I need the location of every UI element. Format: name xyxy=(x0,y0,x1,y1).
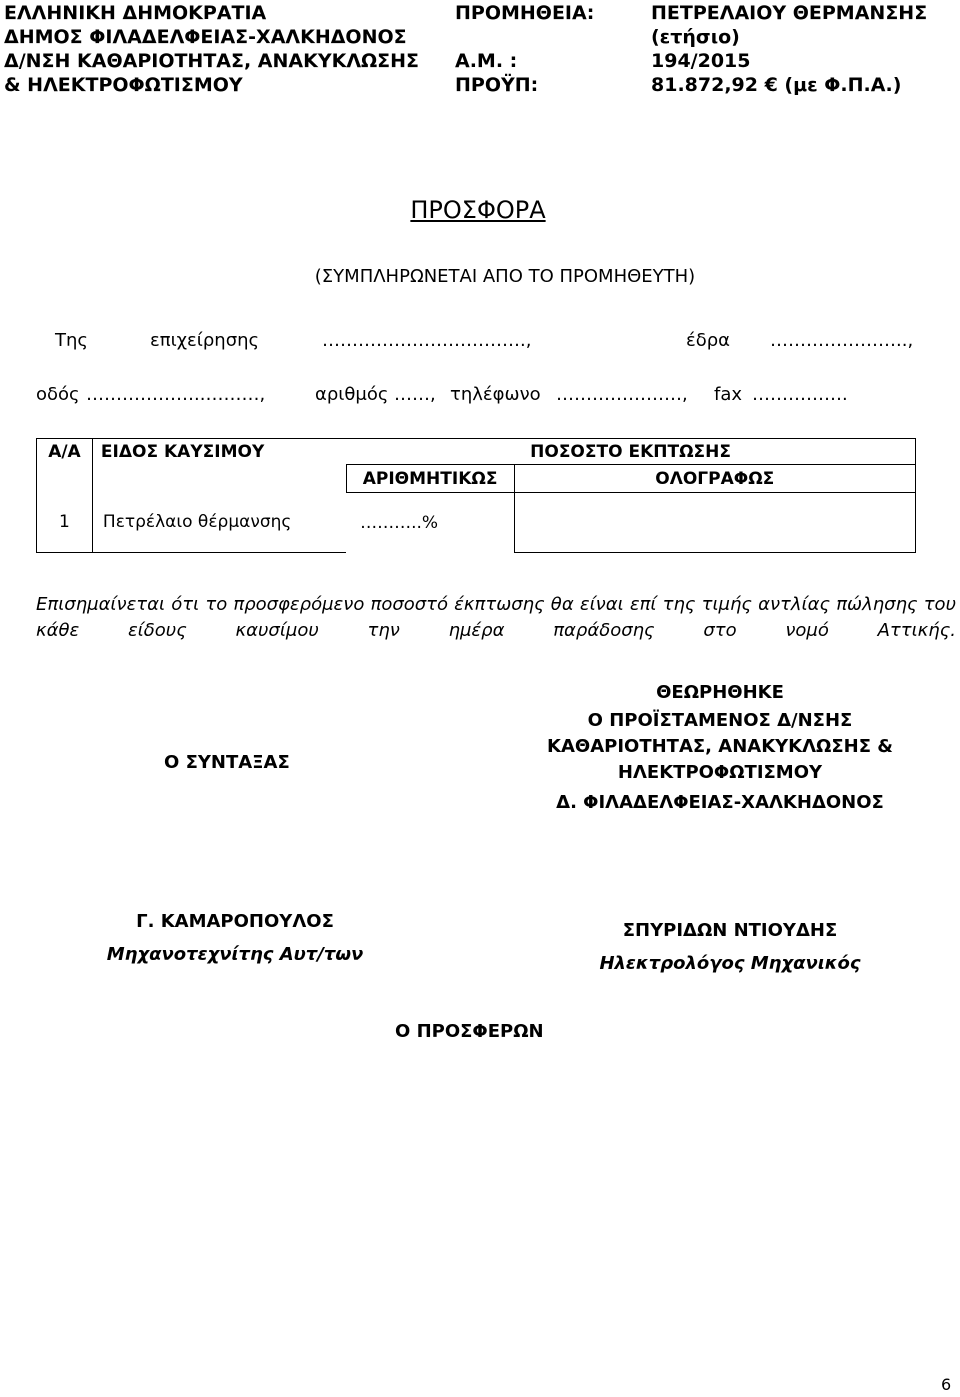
phone-blank[interactable]: …………………, xyxy=(556,384,688,405)
street-blank[interactable]: ………………..………, xyxy=(86,384,266,405)
offer-table xyxy=(36,438,916,553)
procurement-label: ΠΡΟΜΗΘΕΙΑ: xyxy=(455,2,595,24)
issuer-line-4: & ΗΛΕΚΤΡΟΦΩΤΙΣΜΟΥ xyxy=(4,74,243,96)
page-subtitle: (ΣΥΜΠΛΗΡΩΝΕΤΑΙ ΑΠΟ ΤΟ ΠΡΟΜΗΘΕΥΤΗ) xyxy=(314,266,696,287)
budget-label: ΠΡΟΫΠ: xyxy=(455,74,539,96)
row-aa: 1 xyxy=(37,493,93,553)
number-label: αριθμός xyxy=(315,384,389,405)
composer-name: Γ. ΚΑΜΑΡΟΠΟΥΛΟΣ xyxy=(136,911,334,932)
note-line-1 xyxy=(36,592,956,644)
col-words-header: ΟΛΟΓΡΑΦΩΣ xyxy=(514,465,915,493)
page-title: ΠΡΟΣΦΟΡΑ xyxy=(410,196,546,224)
row-fuel: Πετρέλαιο θέρμανσης xyxy=(92,493,346,553)
company-label-2: επιχείρησης xyxy=(150,330,260,351)
composer-title: Ο ΣΥΝΤΑΞΑΣ xyxy=(164,752,290,773)
am-value: 194/2015 xyxy=(651,50,751,72)
approved-line-1: ΘΕΩΡΗΘΗΚΕ xyxy=(656,682,784,703)
col-discount-header: ΠΟΣΟΣΤΟ ΕΚΠΤΩΣΗΣ xyxy=(346,439,915,465)
seat-blank[interactable]: ………………….., xyxy=(770,330,914,351)
col-aa-header: Α/Α xyxy=(37,439,93,493)
head-role: Ηλεκτρολόγος Μηχανικός xyxy=(599,953,861,974)
col-fuel-header: ΕΙΔΟΣ ΚΑΥΣΙΜΟΥ xyxy=(92,439,346,493)
approved-line-2: Ο ΠΡΟΪΣΤΑΜΕΝΟΣ Δ/ΝΣΗΣ xyxy=(587,710,853,731)
bidder-title: Ο ΠΡΟΣΦΕΡΩΝ xyxy=(395,1021,544,1042)
approved-line-4: ΗΛΕΚΤΡΟΦΩΤΙΣΜΟΥ xyxy=(617,762,823,783)
page-number: 6 xyxy=(941,1375,952,1394)
phone-label: τηλέφωνο xyxy=(450,384,541,405)
municipality-line: Δ. ΦΙΛΑΔΕΛΦΕΙΑΣ-ΧΑΛΚΗΔΟΝΟΣ xyxy=(556,792,884,813)
seat-label: έδρα xyxy=(686,330,731,351)
composer-role: Μηχανοτεχνίτης Αυτ/των xyxy=(106,944,364,965)
budget-value: 81.872,92 € (με Φ.Π.Α.) xyxy=(651,74,902,96)
col-numeric-header: ΑΡΙΘΜΗΤΙΚΩΣ xyxy=(346,465,514,493)
issuer-line-3: Δ/ΝΣΗ ΚΑΘΑΡΙΟΤΗΤΑΣ, ΑΝΑΚΥΚΛΩΣΗΣ xyxy=(4,50,420,72)
procurement-value: ΠΕΤΡΕΛΑΙΟΥ ΘΕΡΜΑΝΣΗΣ xyxy=(651,2,928,24)
table-row xyxy=(37,493,916,553)
table-header-row xyxy=(37,439,916,465)
number-blank[interactable]: ……, xyxy=(394,384,436,405)
company-label: Της xyxy=(55,330,88,351)
note-text: Επισημαίνεται ότι το προσφερόμενο ποσοστό έκπτωσης θα είναι επί της τιμής αντλίας πώλησης του κάθε είδους καυσίμου την ημέρα παράδοσης στο νομό Αττικής. xyxy=(36,594,956,641)
head-name: ΣΠΥΡΙΔΩΝ ΝΤΙΟΥΔΗΣ xyxy=(622,920,838,941)
issuer-line-1: ΕΛΛΗΝΙΚΗ ΔΗΜΟΚΡΑΤΙΑ xyxy=(4,2,267,24)
row-numeric[interactable]: ………..% xyxy=(346,493,514,553)
street-label: οδός xyxy=(36,384,80,405)
row-words[interactable] xyxy=(514,493,915,553)
procurement-value-annual: (ετήσιο) xyxy=(651,26,740,48)
am-label: Α.Μ. : xyxy=(455,50,518,72)
fax-label: fax xyxy=(714,384,743,405)
company-blank[interactable]: ……………………………., xyxy=(322,330,532,351)
issuer-line-2: ΔΗΜΟΣ ΦΙΛΑΔΕΛΦΕΙΑΣ-ΧΑΛΚΗΔΟΝΟΣ xyxy=(4,26,407,48)
approved-line-3: ΚΑΘΑΡΙΟΤΗΤΑΣ, ΑΝΑΚΥΚΛΩΣΗΣ & xyxy=(547,736,893,757)
fax-blank[interactable]: ……………. xyxy=(752,384,848,405)
